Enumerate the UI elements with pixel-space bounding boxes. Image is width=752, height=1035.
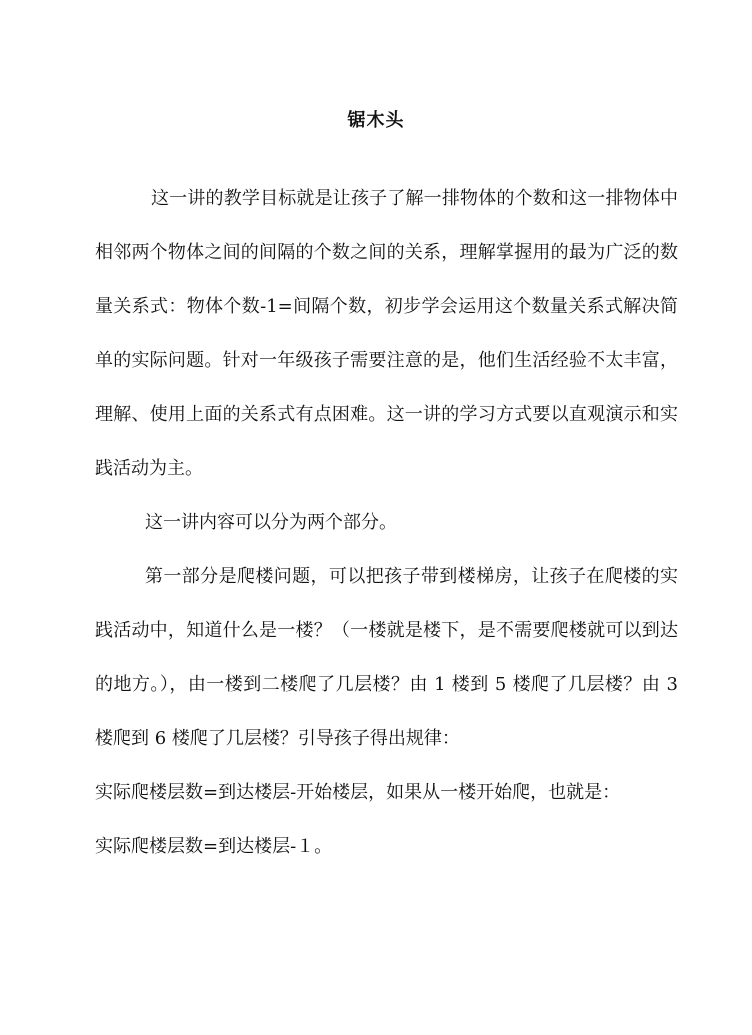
formula-general: 实际爬楼层数=到达楼层-开始楼层，如果从一楼开始爬，也就是： — [95, 782, 621, 803]
paragraph-part-one: 第一部分是爬楼问题，可以把孩子带到楼梯房，让孩子在爬楼的实践活动中，知道什么是一楼？（一楼就是楼下，是不需要爬楼就可以到达的地方。），由一楼到二楼爬了几层楼？由 1 楼到 5 楼爬了几层楼？由 3 楼爬到 6 楼爬了几层楼？引导孩子得出规律： — [95, 566, 678, 749]
document-body — [95, 172, 678, 874]
paragraph-intro: 这一讲的教学目标就是让孩子了解一排物体的个数和这一排物体中相邻两个物体之间的间隔的个数之间的关系，理解掌握用的最为广泛的数量关系式：物体个数-1=间隔个数，初步学会运用这个数量关系式解决简单的实际问题。针对一年级孩子需要注意的是，他们生活经验不太丰富，理解、使用上面的关系式有点困难。这一讲的学习方式要以直观演示和实践活动为主。 — [95, 188, 678, 479]
formula-from-first-floor: 实际爬楼层数=到达楼层-１。 — [95, 836, 333, 857]
paragraph-parts: 这一讲内容可以分为两个部分。 — [145, 512, 397, 533]
document-title: 锯木头 — [347, 110, 405, 131]
